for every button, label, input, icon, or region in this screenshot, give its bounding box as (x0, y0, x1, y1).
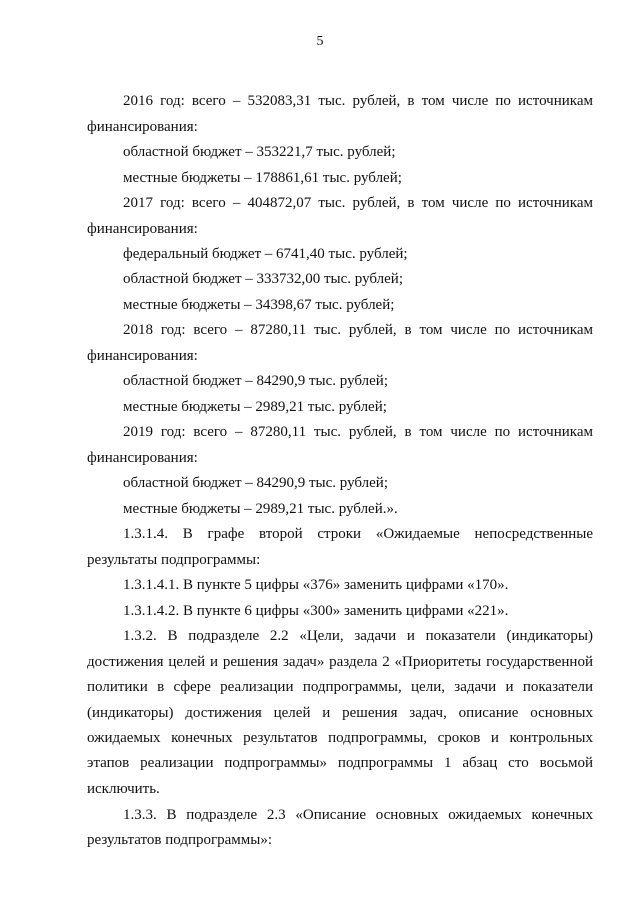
text-line: финансирования: (87, 221, 198, 237)
text-line: политики в сфере реализации подпрограммы, цели, задачи и показатели (87, 679, 593, 695)
text-line: этапов реализации подпрограммы» подпрограммы 1 абзац сто восьмой (87, 755, 593, 771)
text-line: 2019 год: всего – 87280,11 тыс. рублей, в том числе по источникам (123, 424, 593, 440)
text-line: областной бюджет – 353221,7 тыс. рублей; (123, 144, 396, 160)
text-line: областной бюджет – 333732,00 тыс. рублей; (123, 271, 403, 287)
text-line: достижения целей и решения задач» раздела 2 «Приоритеты государственной (87, 654, 593, 670)
text-line: ожидаемых конечных результатов подпрограммы, сроков и контрольных (87, 730, 593, 746)
text-line: 2017 год: всего – 404872,07 тыс. рублей, в том числе по источникам (123, 195, 593, 211)
text-line: 1.3.2. В подразделе 2.2 «Цели, задачи и показатели (индикаторы) (123, 628, 593, 644)
text-line: финансирования: (87, 119, 198, 135)
text-line: местные бюджеты – 2989,21 тыс. рублей; (123, 399, 387, 415)
text-line: местные бюджеты – 34398,67 тыс. рублей; (123, 297, 395, 313)
text-line: финансирования: (87, 450, 198, 466)
text-line: 1.3.3. В подразделе 2.3 «Описание основных ожидаемых конечных (123, 807, 593, 823)
text-line: 1.3.1.4.1. В пункте 5 цифры «376» заменить цифрами «170». (123, 577, 509, 593)
text-line: результатов подпрограммы»: (87, 832, 273, 848)
text-line: областной бюджет – 84290,9 тыс. рублей; (123, 475, 388, 491)
text-line: исключить. (87, 781, 160, 797)
text-line: результаты подпрограммы: (87, 552, 261, 568)
text-line: областной бюджет – 84290,9 тыс. рублей; (123, 373, 388, 389)
text-line: местные бюджеты – 178861,61 тыс. рублей; (123, 170, 402, 186)
page-number: 5 (316, 34, 324, 49)
text-line: федеральный бюджет – 6741,40 тыс. рублей; (123, 246, 408, 262)
text-line: (индикаторы) достижения целей и решения задач, описание основных (87, 705, 593, 721)
text-line: 2016 год: всего – 532083,31 тыс. рублей, в том числе по источникам (123, 93, 593, 109)
text-line: местные бюджеты – 2989,21 тыс. рублей.». (123, 501, 398, 517)
text-line: финансирования: (87, 348, 198, 364)
text-line: 1.3.1.4. В графе второй строки «Ожидаемые непосредственные (123, 526, 593, 542)
text-line: 1.3.1.4.2. В пункте 6 цифры «300» заменить цифрами «221». (123, 603, 509, 619)
text-line: 2018 год: всего – 87280,11 тыс. рублей, в том числе по источникам (123, 322, 593, 338)
